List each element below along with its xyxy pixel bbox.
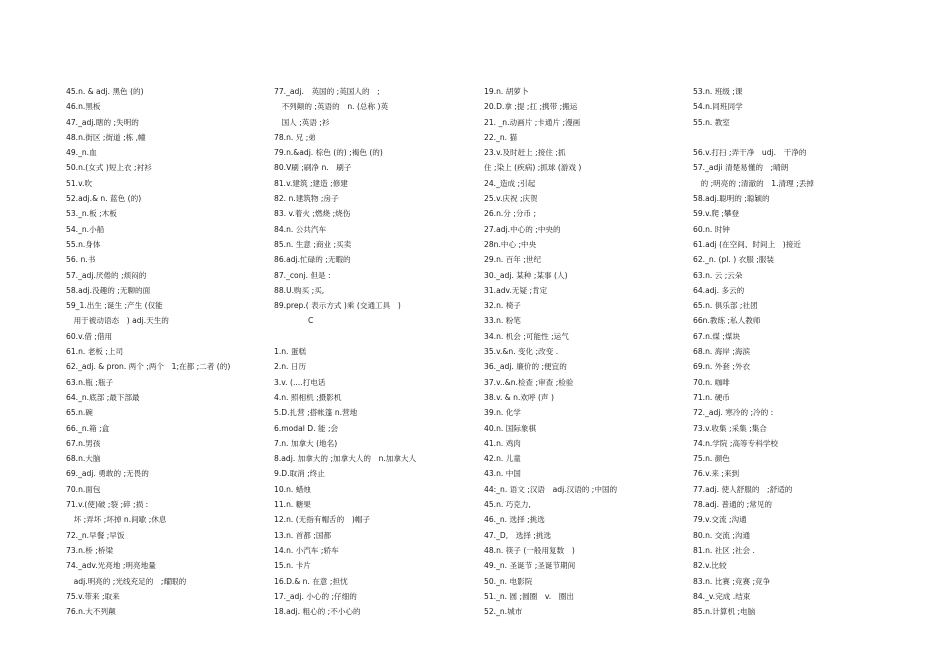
vocab-entry: 27.adj.中心的 ;中央的 — [484, 224, 561, 234]
spacer — [693, 130, 814, 145]
vocab-entry: 53._n.板 ;木板 — [66, 209, 117, 219]
vocab-entry: 国人 ;英语 ;衫 — [274, 117, 330, 127]
vocab-entry: 住 ;染上 (疾病) ;抓球 (游戏 ) — [484, 163, 582, 173]
vocab-entry: 45.n. 巧克力, — [484, 500, 531, 510]
vocab-entry: 81.n. 社区 ;社会 . — [693, 545, 755, 555]
vocab-entry: 47._adj.瞎的 ;失明的 — [66, 117, 139, 127]
vocab-entry: 14.n. 小汽车 ;轿车 — [274, 545, 339, 555]
vocab-entry: 84.n. 公共汽车 — [274, 224, 327, 234]
vocab-entry: 70.n. 咖啡 — [693, 377, 730, 387]
vocab-entry: 66n.教练 ;私人教师 — [693, 316, 761, 326]
vocab-entry: 52._n.城市 — [484, 607, 523, 617]
vocab-entry: 70.n.面包 — [66, 484, 101, 494]
vocab-entry: 21. _n.动画片 ;卡通片 ;漫画 — [484, 117, 581, 127]
vocab-entry: 59.v.爬 ;攀登 — [693, 209, 740, 219]
vocab-entry: 33.n. 粉笔 — [484, 316, 521, 326]
vocab-entry: 13.n. 首都 ;国都 — [274, 530, 332, 540]
vocab-entry: 77._adj. 英国的 ;英国人的 ; — [274, 87, 380, 96]
vocab-entry: 53.n. 班级 ;课 — [693, 87, 743, 96]
vocab-entry: 77.adj. 使人舒服的 ;舒适的 — [693, 484, 793, 494]
vocab-entry: 74._adv.光亮地 ;明亮地量 — [66, 561, 156, 571]
vocab-entry: 46.n.黑板 — [66, 102, 101, 112]
vocab-entry: 59_1.出生 ;诞生 ;产生 (仅能 — [66, 301, 163, 311]
vocab-entry: 68.n.大脑 — [66, 454, 101, 464]
vocab-entry: 坏 ;弄坏 ;坏掉 n.间歇 ;休息 — [66, 515, 167, 525]
vocab-entry: 3.v. (....打电话 — [274, 377, 326, 387]
vocab-entry: 57._adji 清楚易懂的 ;晴朗 — [693, 163, 789, 173]
vocab-entry: 62._n. (pl. ) 衣服 ;服装 — [693, 255, 774, 265]
vocab-entry: 41.n. 鸡肉 — [484, 438, 521, 448]
vocab-entry: 38.v. & n.欢呼 (声 ) — [484, 392, 554, 402]
vocab-entry: 8.adj. 加拿大的 ;加拿大人的 n.加拿大人 — [274, 454, 417, 464]
vocab-entry: 76.n.大不列颠 — [66, 607, 116, 617]
vocab-entry: 63.n. 云 ;云朵 — [693, 270, 743, 280]
vocab-entry: 56. n.书 — [66, 255, 96, 265]
vocab-entry: 61.n. 老板 ;上司 — [66, 347, 124, 357]
vocab-entry: 83.n. 比赛 ;竞赛 ;竞争 — [693, 576, 771, 586]
vocab-entry: 56.v.打扫 ;弄干净 udj. 干净的 — [693, 148, 807, 158]
vocab-entry: 40.n. 国际象棋 — [484, 423, 537, 433]
vocab-entry: 75.v.带来 ;取来 — [66, 591, 120, 601]
vocab-entry: 79.n.&adj. 棕色 (的) ;褐色 (的) — [274, 148, 383, 158]
vocab-entry: 87._conj. 但是 : — [274, 270, 331, 280]
vocab-entry: 用于被动语态 ) adj.天生的 — [66, 316, 169, 326]
vocab-entry: 23.v.及时赶上 ;接住 ;抓 — [484, 148, 566, 158]
vocab-entry: 66._n.箱 ;盒 — [66, 423, 110, 433]
vocab-entry: 47._D, 选择 ;挑选 — [484, 530, 552, 540]
vocab-entry: 71.n. 硬币 — [693, 392, 730, 402]
vocab-entry: 69.n. 外套 ;外衣 — [693, 362, 751, 372]
vocab-entry: 83. v.着火 ;燃烧 ;烧伤 — [274, 209, 351, 219]
vocab-entry: 16.D.& n. 在意 ;担忧 — [274, 576, 348, 586]
vocab-entry: 68.n. 海岸 ;海滨 — [693, 347, 751, 357]
vocab-entry: 52.adj.& n. 蓝色 (的) — [66, 194, 142, 204]
vocab-entry: 80.V刷 ;刷净 n. 刷子 — [274, 163, 352, 173]
vocab-entry: 60.n. 时钟 — [693, 224, 730, 234]
vocab-entry: 61.adj (在空间、时间上 )接近 — [693, 239, 801, 249]
vocab-entry: 17._adj. 小心的 ;仔细的 — [274, 591, 357, 601]
vocab-entry: 80.n. 交流 ;沟通 — [693, 530, 751, 540]
vocab-entry: 63.n.瓶 ;瓶子 — [66, 377, 114, 387]
vocab-entry: 82. n.建筑物 ;房子 — [274, 194, 339, 204]
vocab-entry: 65.n.碗 — [66, 408, 93, 418]
vocab-entry: 69._adj. 勇敢的 ;无畏的 — [66, 469, 149, 479]
vocab-entry: 1.n. 蛋糕 — [274, 347, 307, 357]
vocab-entry: 9.D.取消 ;终止 — [274, 469, 325, 479]
vocab-entry: 58.adj.没趣的 ;无聊的面 — [66, 285, 151, 295]
vocab-entry: 76.v.来 ;来到 — [693, 469, 740, 479]
vocab-entry: 42.n. 儿童 — [484, 454, 521, 464]
vocab-entry: 72._adj. 寒冷的 ;冷的 : — [693, 408, 774, 418]
vocab-entry: 5.D.扎营 ;搭帐篷 n.营地 — [274, 408, 358, 418]
vocab-entry: adj.明亮的 ;光线充足的 ;耀眼的 — [66, 576, 187, 586]
vocab-entry: 75.n. 颜色 — [693, 454, 730, 464]
column-2 — [274, 84, 416, 619]
vocab-entry: 55.n.身体 — [66, 239, 101, 249]
vocab-entry: 不列颠的 ;英语的 n. (总称 )英 — [274, 102, 389, 112]
vocab-entry: 73.n.桥 ;桥梁 — [66, 545, 114, 555]
vocab-entry: 28n.中心 ;中央 — [484, 239, 537, 249]
spacer — [274, 329, 416, 344]
vocab-entry: 86.adj.忙碌的 ;无暇的 — [274, 255, 351, 265]
vocab-entry: 15.n. 卡片 — [274, 561, 311, 571]
vocab-entry: 81.v.建筑 ;建造 ;修建 — [274, 178, 348, 188]
vocab-entry: 78.n. 兄 ;弟 — [274, 132, 316, 142]
vocab-entry: 65.n. 俱乐部 ;社团 — [693, 301, 758, 311]
vocab-entry: 54.n.同班同学 — [693, 102, 743, 112]
vocab-entry: 45.n. & adj. 黑色 (的) — [66, 87, 144, 96]
vocab-entry: 的 ;明亮的 ;清澈的 1.清理 ;丢掉 — [693, 178, 814, 188]
column-1 — [66, 84, 230, 619]
vocab-entry: 89.prep.( 表示方式 )乘 (交通工具 ) — [274, 301, 401, 311]
vocab-entry: 20.D.拿 ;提 ;扛 ;携带 ;搬运 — [484, 102, 578, 112]
vocab-entry: 49._n. 圣诞节 ;圣诞节期间 — [484, 561, 576, 571]
vocab-entry: 82.v.比较 — [693, 561, 727, 571]
vocab-entry: 71.v.(使)破 ;裂 ;碎 ;损 : — [66, 500, 149, 510]
vocab-entry: 49._n.血 — [66, 148, 97, 158]
vocab-entry: 18.adj. 粗心的 ;不小心的 — [274, 607, 361, 617]
vocab-entry: 72._n.早餐 ;早饭 — [66, 530, 125, 540]
vocab-entry: 88.U.购买 ;买, — [274, 285, 325, 295]
vocab-entry: 39.n. 化学 — [484, 408, 521, 418]
vocab-entry: 25.v.庆祝 ;庆贺 — [484, 194, 538, 204]
vocab-entry: 35.v.&n. 变化 ;改变 . — [484, 347, 559, 357]
vocab-entry: 22._n. 猫 — [484, 132, 518, 142]
vocab-entry: 11.n. 糖果 — [274, 500, 311, 510]
vocab-entry: 64._n.底部 ;最下部最 — [66, 392, 140, 402]
vocab-entry: 84._v.完成 .结束 — [693, 591, 751, 601]
vocab-entry: 48.n. 筷子 (一般用复数 ) — [484, 545, 575, 555]
vocab-entry: 73.v.收集 ;采集 ;集合 — [693, 423, 767, 433]
vocab-entry: 58.adj.聪明的 ;聪颖的 — [693, 194, 770, 204]
vocab-entry: 78.adj. 普通的 ;常见的 — [693, 500, 773, 510]
vocab-entry: 24._造成 ;引起 — [484, 178, 536, 188]
vocab-entry: 44:_n. 语文 ;汉语 adj.汉语的 ;中国的 — [484, 484, 618, 494]
vocab-entry: 74.n.学院 ;高等专科学校 — [693, 438, 779, 448]
vocab-entry: 19.n. 胡萝卜 — [484, 87, 529, 96]
vocab-entry: 64.adj. 多云的 — [693, 285, 745, 295]
vocab-entry: 30._adj. 某种 ;某事 (人) — [484, 270, 568, 280]
vocab-entry: 32.n. 椅子 — [484, 301, 521, 311]
vocab-entry: 57._adj.厌倦的 ;烦闷的 — [66, 270, 147, 280]
vocab-entry: 62._adj. & pron. 两个 ;两个 1;在都 ;二者 (的) — [66, 362, 231, 372]
vocab-entry: 7.n. 加拿大 (地名) — [274, 438, 338, 448]
vocab-entry: 55.n. 教室 — [693, 117, 730, 127]
vocab-entry: 85.n.计算机 ;电脑 — [693, 607, 756, 617]
vocab-entry: 60.v.借 ;借用 — [66, 331, 113, 341]
vocab-entry: 85.n. 生意 ;商业 ;买卖 — [274, 239, 352, 249]
vocab-entry: 36._adj. 廉价的 ;便宜的 — [484, 362, 567, 372]
vocab-entry: 10.n. 蜡烛 — [274, 484, 311, 494]
vocab-entry: 46._n. 选择 ;挑选 — [484, 515, 545, 525]
column-3 — [484, 84, 617, 619]
column-4 — [693, 84, 814, 619]
vocab-entry: 6.modal D. 能 ;会 — [274, 423, 339, 433]
section-letter: C — [308, 316, 314, 326]
vocab-entry: 31.adv.无疑 ;肯定 — [484, 285, 548, 295]
vocab-entry: 50._n. 电影院 — [484, 576, 533, 586]
vocab-entry: 67.n.男孩 — [66, 438, 101, 448]
vocab-entry: 37.v..&n.检查 ;审查 ;检验 — [484, 377, 574, 387]
vocab-entry: 51._n. 圆 ;圆圈 v. 圈出 — [484, 591, 574, 601]
vocab-entry: 43.n. 中国 — [484, 469, 521, 479]
vocab-entry: 34.n. 机会 ;可能性 ;运气 — [484, 331, 569, 341]
vocab-entry: 54._n.小船 — [66, 224, 105, 234]
vocab-entry: 29.n. 百年 ;世纪 — [484, 255, 542, 265]
vocab-entry: 67.n.煤 ;煤块 — [693, 331, 741, 341]
vocab-entry: 2.n. 日历 — [274, 362, 307, 372]
vocab-entry: 51.v.吹 — [66, 178, 92, 188]
vocab-entry: 79.v.交流 ;沟通 — [693, 515, 747, 525]
vocab-entry: 12.n. (无指有帽舌的 )帽子 — [274, 515, 370, 525]
vocab-entry: 4.n. 照相机 ;摄影机 — [274, 392, 342, 402]
vocab-entry: 48.n.街区 ;街道 ;栋 ,幢 — [66, 132, 146, 142]
vocab-entry: 26.n.分 ;分币 ; — [484, 209, 537, 219]
vocab-entry: 50.n.(女式 )短上衣 ;衬衫 — [66, 163, 152, 173]
